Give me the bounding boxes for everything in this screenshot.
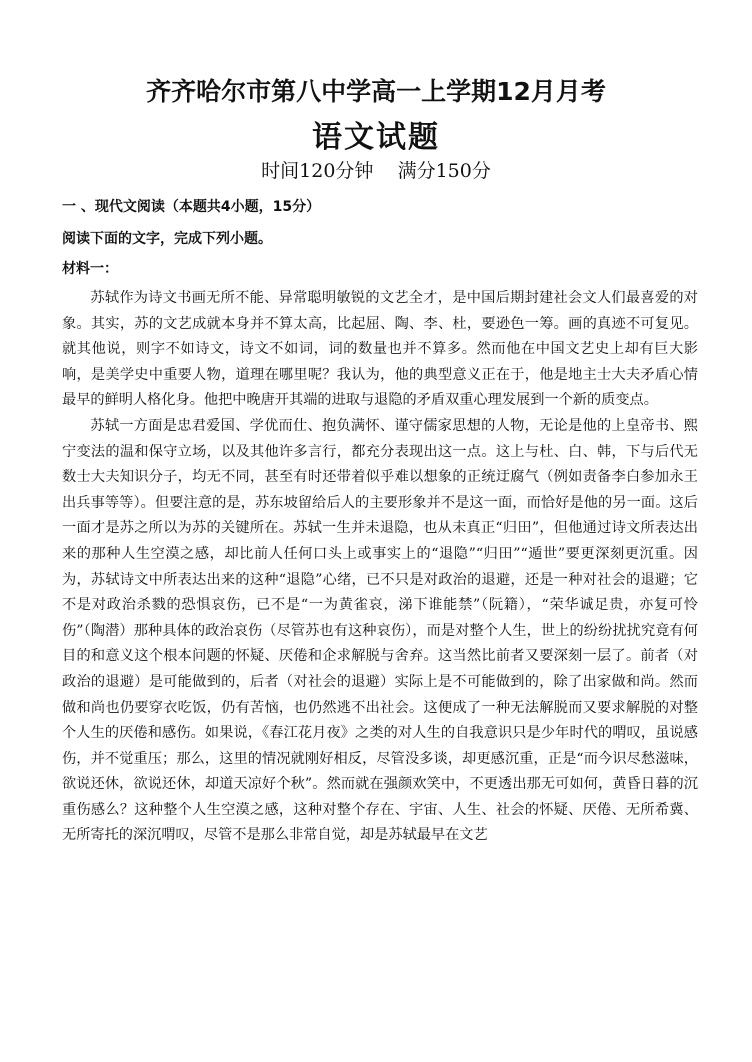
section-heading: 一 、现代文阅读（本题共4小题，15分）: [62, 199, 321, 215]
paragraph-2: 苏轼一方面是忠君爱国、学优而仕、抱负满怀、谨守儒家思想的人物，无论是他的上皇帝书、熙宁变法的温和保守立场，以及其他许多言行，都充分表现出这一点。这上与杜、白、韩，下与后代无数士大夫知识分子，均无不同，甚至有时还带着似乎难以想象的正统迂腐气（例如责备李白参加永王出兵事等等）。但要注意的是，苏东坡留给后人的主要形象并不是这一面，而恰好是他的另一面。这后一面才是苏之所以为苏的关键所在。苏轼一生并未退隐，也从未真正“归田”，但他通过诗文所表达出来的那种人生空漠之感，却比前人任何口头上或事实上的“退隐”“归田”“遁世”要更深刻更沉重。因为，苏轼诗文中所表达出来的这种“退隐”心绪，已不只是对政治的退避，还是一种对社会的退避；它不是对政治杀戮的恐惧哀伤，已不是“一为黄雀哀，涕下谁能禁”（阮籍），“荣华诚足贵，亦复可怜伤”（陶潜）那种具体的政治哀伤（尽管苏也有这种哀伤），而是对整个人生，世上的纷纷扰扰究竟有何目的和意义这个根本问题的怀疑、厌倦和企求解脱与舍弃。这当然比前者又要深刻一层了。前者（对政治的退避）是可能做到的，后者（对社会的退避）实际上是不可能做到的，除了出家做和尚。然而做和尚也仍要穿衣吃饭，仍有苦恼，也仍然逃不出社会。这便成了一种无法解脱而又要求解脱的对整个人生的厌倦和感伤。如果说，《春江花月夜》之类的对人生的自我意识只是少年时代的喟叹，虽说感伤，并不觉重压；那么，这里的情况就刚好相反，尽管没多谈，却更感沉重，正是“而今识尽愁滋味，欲说还休，欲说还休，却道天凉好个秋”。然而就在强颜欢笑中，不更透出那无可如何，黄昏日暮的沉重伤感么？这种整个人生空漠之感，这种对整个存在、宇宙、人生、社会的怀疑、厌倦、无所希冀、无所寄托的深沉喟叹，尽管不是那么非常自觉，却是苏轼最早在文艺: [62, 417, 698, 844]
paragraph-1: 苏轼作为诗文书画无所不能、异常聪明敏锐的文艺全才，是中国后期封建社会文人们最喜爱的对象。其实，苏的文艺成就本身并不算太高，比起屈、陶、李、杜，要逊色一筹。画的真迹不可复见。就其他说，则字不如诗文，诗文不如词，词的数量也并不算多。然而他在中国文艺史上却有巨大影响，是美学史中重要人物，道理在哪里呢？我认为，他的典型意义正在于，他是地主士大夫矛盾心情最早的鲜明人格化身。他把中晚唐开其端的进取与退隐的矛盾双重心理发展到一个新的质变点。: [62, 290, 698, 409]
instruction-text: 阅读下面的文字，完成下列小题。: [62, 231, 272, 247]
article-body: [62, 286, 698, 849]
exam-meta: 时间120分钟 满分150分: [261, 160, 491, 182]
subject-title: 语文试题: [312, 120, 440, 155]
material-label: 材料一：: [62, 261, 118, 277]
exam-title: 齐齐哈尔市第八中学高一上学期12月月考: [146, 77, 606, 106]
